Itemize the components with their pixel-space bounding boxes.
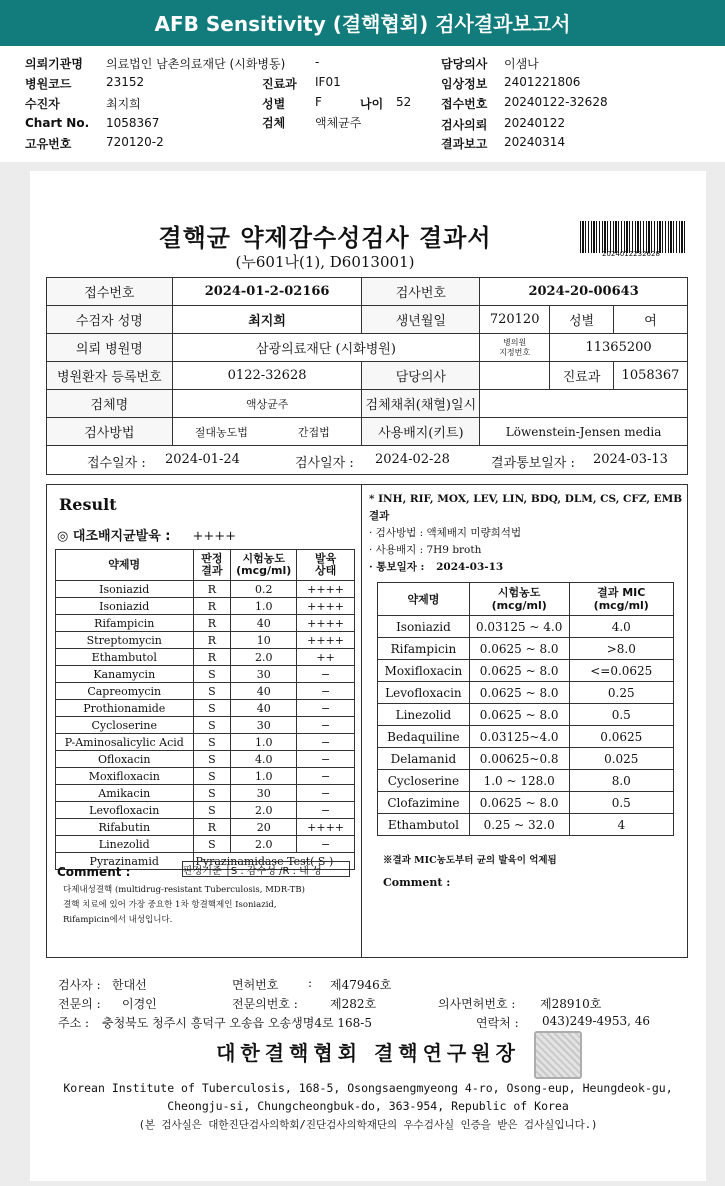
growth-status: − <box>297 683 355 700</box>
growth-status: − <box>297 666 355 683</box>
test-concentration: 0.2 <box>231 581 297 598</box>
institute-name: 대한결핵협회 결핵연구원장 <box>216 1041 520 1065</box>
comment-line: 결핵 치료에 있어 가장 중요한 1차 항결핵제인 Isoniazid, <box>63 900 277 910</box>
mic-drug-name: Linezolid <box>378 704 470 726</box>
patient-reg-label: 병원환자 등록번호 <box>47 362 173 390</box>
chart-label: Chart No. <box>25 116 90 130</box>
specimen-value-cell: 액상균주 <box>172 390 362 418</box>
chart-value: 1058367 <box>106 116 160 130</box>
mic-row <box>378 660 674 682</box>
result-code: S <box>193 666 231 683</box>
mic-drug-name: Delamanid <box>378 748 470 770</box>
receipt-no-label: 접수번호 <box>47 278 173 306</box>
mic-drug-name: Ethambutol <box>378 814 470 836</box>
mic-head-title: * INH, RIF, MOX, LEV, LIN, BDQ, DLM, CS, CFZ, EMB 결과 <box>369 493 683 522</box>
result-code: S <box>193 802 231 819</box>
clinical-value: 2401221806 <box>504 75 581 89</box>
media-label: 사용배지(키트) <box>362 418 480 446</box>
mic-result: <=0.0625 <box>569 660 673 682</box>
susceptibility-row <box>56 768 355 785</box>
header-table <box>46 277 688 475</box>
mic-result: 0.5 <box>569 792 673 814</box>
hospital-dash: - <box>315 55 320 69</box>
result-title: Result <box>59 495 117 514</box>
report-label: 결과보고 <box>441 137 488 151</box>
hospcode-label: 병원코드 <box>25 77 72 91</box>
mic-result: 0.25 <box>569 682 673 704</box>
request-label: 검사의뢰 <box>441 118 488 132</box>
address-en-2: Cheongju-si, Chungcheongbuk-do, 363-954, Republic of Korea <box>167 1099 569 1113</box>
patient-reg: 0122-32628 <box>172 362 362 390</box>
mic-notify <box>369 559 683 576</box>
mic-row <box>378 638 674 660</box>
specialist-no-label: 전문의번호 : <box>232 997 298 1011</box>
mic-row <box>378 616 674 638</box>
susceptibility-row <box>56 734 355 751</box>
patient-info-panel <box>0 46 725 162</box>
mic-drug-name: Levofloxacin <box>378 682 470 704</box>
control-value: ++++ <box>192 529 237 544</box>
growth-status: − <box>297 768 355 785</box>
growth-status: ++++ <box>297 598 355 615</box>
susceptibility-table <box>55 549 355 870</box>
growth-status: ++++ <box>297 819 355 836</box>
hospital-label-cell: 의뢰 병원명 <box>47 334 173 362</box>
tester: 한대선 <box>112 978 147 992</box>
age-label: 나이 <box>360 97 384 111</box>
recv-date-label: 접수일자 : <box>87 456 146 471</box>
test-concentration: 4.0 <box>231 751 297 768</box>
drug-name: Isoniazid <box>56 598 194 615</box>
test-concentration: 2.0 <box>231 802 297 819</box>
collect-label: 검체채취(채혈)일시 <box>362 390 480 418</box>
susceptibility-col-header: 발육 상태 <box>297 550 355 581</box>
susceptibility-col-header: 약제명 <box>56 550 194 581</box>
age-value: 52 <box>396 95 412 109</box>
test-no-label: 검사번호 <box>362 278 480 306</box>
mic-drug-name: Isoniazid <box>378 616 470 638</box>
result-code: R <box>193 632 231 649</box>
comment-line: Rifampicin에서 내성입니다. <box>63 915 173 925</box>
receipt-value: 20240122-32628 <box>504 95 608 109</box>
drug-name: Amikacin <box>56 785 194 802</box>
license-label: 면허번호 <box>232 978 279 992</box>
name-value: 최지희 <box>172 306 362 334</box>
name-label: 수검자 성명 <box>47 306 173 334</box>
susceptibility-row <box>56 836 355 853</box>
media-value: Löwenstein-Jensen media <box>480 418 688 446</box>
drug-name: Moxifloxacin <box>56 768 194 785</box>
mic-row <box>378 770 674 792</box>
mic-test-range: 0.0625 ~ 8.0 <box>469 682 569 704</box>
barcode-number: 2024012232628 <box>602 250 660 258</box>
mic-row <box>378 748 674 770</box>
report-value: 20240314 <box>504 135 566 149</box>
hospital-code: 11365200 <box>550 334 688 362</box>
mic-notify-label: · 통보일자 : <box>369 561 425 573</box>
mic-test-range: 0.25 ~ 32.0 <box>469 814 569 836</box>
receipt-label: 접수번호 <box>441 97 488 111</box>
growth-status: − <box>297 785 355 802</box>
hospcode-value: 23152 <box>106 75 145 89</box>
drug-name: Ethambutol <box>56 649 194 666</box>
drug-name: Kanamycin <box>56 666 194 683</box>
drug-name: Streptomycin <box>56 632 194 649</box>
susceptibility-row <box>56 802 355 819</box>
mic-drug-name: Cycloserine <box>378 770 470 792</box>
growth-status: ++++ <box>297 581 355 598</box>
doctor-license-label: 의사면허번호 : <box>438 997 516 1011</box>
growth-status: ++++ <box>297 615 355 632</box>
sex-value: F <box>315 95 322 109</box>
result-code: R <box>193 649 231 666</box>
result-code: R <box>193 581 231 598</box>
license: 제47946호 <box>330 978 392 992</box>
mic-drug-name: Clofazimine <box>378 792 470 814</box>
mic-row <box>378 704 674 726</box>
hospital-value-cell: 삼광의료재단 (시화병원) <box>172 334 479 362</box>
drug-name: Isoniazid <box>56 581 194 598</box>
mic-row <box>378 726 674 748</box>
mic-result: 0.025 <box>569 748 673 770</box>
result-code: R <box>193 598 231 615</box>
test-concentration: 10 <box>231 632 297 649</box>
sex-label-cell: 성별 <box>550 306 614 334</box>
result-comment <box>63 883 353 928</box>
request-value: 20240122 <box>504 116 566 130</box>
address-en-1: Korean Institute of Tuberculosis, 168-5, Osongsaengmyeong 4-ro, Osong-eup, Heungdeok-gu, <box>63 1081 673 1095</box>
patient-label: 수진자 <box>25 97 60 111</box>
mic-row <box>378 814 674 836</box>
mic-result: 4.0 <box>569 616 673 638</box>
method-absolute: 절대농도법 <box>194 425 248 439</box>
test-concentration: 40 <box>231 683 297 700</box>
test-concentration: 2.0 <box>231 836 297 853</box>
growth-status: ++++ <box>297 632 355 649</box>
test-concentration: 40 <box>231 615 297 632</box>
susceptibility-row <box>56 819 355 836</box>
test-concentration: 1.0 <box>231 768 297 785</box>
susceptibility-row <box>56 700 355 717</box>
drug-name: Rifabutin <box>56 819 194 836</box>
method-indirect: 간접법 <box>297 425 330 439</box>
contact-label: 연락처 : <box>476 1016 519 1030</box>
growth-status: − <box>297 734 355 751</box>
dept-label-cell: 진료과 <box>550 362 614 390</box>
mic-drug-name: Bedaquiline <box>378 726 470 748</box>
result-code: S <box>193 785 231 802</box>
dates-row <box>47 446 688 475</box>
susceptibility-col-header: 시험농도 (mcg/ml) <box>231 550 297 581</box>
result-code: S <box>193 768 231 785</box>
result-code: S <box>193 717 231 734</box>
mic-table <box>377 582 674 836</box>
mic-result: 4 <box>569 814 673 836</box>
contact: 043)249-4953, 46 <box>542 1014 650 1028</box>
doctor-license: 제28910호 <box>540 997 602 1011</box>
result-code: S <box>193 734 231 751</box>
hospital-code-label: 병의원 지정번호 <box>480 334 550 362</box>
control-label: ◎ 대조배지균발육 : <box>57 529 171 544</box>
specimen-value: 액체균주 <box>315 116 362 130</box>
result-code: S <box>193 751 231 768</box>
susceptibility-row <box>56 598 355 615</box>
doctor-label: 담당의사 <box>441 57 488 71</box>
mic-result: >8.0 <box>569 638 673 660</box>
test-concentration: 1.0 <box>231 598 297 615</box>
test-date-label: 검사일자 : <box>295 456 354 471</box>
collect-value <box>480 390 688 418</box>
growth-status: − <box>297 836 355 853</box>
mic-result: 8.0 <box>569 770 673 792</box>
notify-date-label: 결과통보일자 : <box>491 456 575 471</box>
susceptibility-row <box>56 649 355 666</box>
test-date: 2024-02-28 <box>375 452 450 467</box>
hospital-value: 의료법인 남촌의료재단 (시화병동) <box>106 57 286 71</box>
birth-value: 720120 <box>480 306 550 334</box>
mic-col-header: 약제명 <box>378 583 470 616</box>
birth-label: 생년월일 <box>362 306 480 334</box>
address: 충청북도 청주시 흥덕구 오송읍 오송생명4로 168-5 <box>102 1016 372 1030</box>
susceptibility-row <box>56 615 355 632</box>
drug-name: Levofloxacin <box>56 802 194 819</box>
test-concentration: 2.0 <box>231 649 297 666</box>
specimen-label-cell: 검체명 <box>47 390 173 418</box>
doctor-value: 이샘나 <box>504 57 539 71</box>
susceptibility-row <box>56 785 355 802</box>
drug-name: Prothionamide <box>56 700 194 717</box>
drug-name: Capreomycin <box>56 683 194 700</box>
comment-line: 다제내성결핵 (multidrug-resistant Tuberculosis, MDR-TB) <box>63 885 305 895</box>
test-concentration: 30 <box>231 666 297 683</box>
mic-drug-name: Moxifloxacin <box>378 660 470 682</box>
test-concentration: 1.0 <box>231 734 297 751</box>
hospital-label: 의뢰기관명 <box>25 57 83 71</box>
mic-result: 0.0625 <box>569 726 673 748</box>
cert-note: (본 검사실은 대한진단검사의학회/진단검사의학재단의 우수검사실 인증을 받은 검사실입니다.) <box>138 1119 598 1131</box>
specialist-label: 전문의 : <box>58 997 101 1011</box>
mic-result: 0.5 <box>569 704 673 726</box>
growth-status: − <box>297 751 355 768</box>
mic-row <box>378 792 674 814</box>
method-values <box>172 418 362 446</box>
clinical-label: 임상정보 <box>441 77 488 91</box>
susceptibility-row <box>56 666 355 683</box>
drug-name: Cycloserine <box>56 717 194 734</box>
uid-label: 고유번호 <box>25 137 72 151</box>
mic-row <box>378 682 674 704</box>
susceptibility-row <box>56 683 355 700</box>
drug-name: Ofloxacin <box>56 751 194 768</box>
license-sep: : <box>308 976 313 990</box>
mic-col-header: 시험농도 (mcg/ml) <box>469 583 569 616</box>
test-concentration: 20 <box>231 819 297 836</box>
growth-status: − <box>297 717 355 734</box>
susceptibility-row <box>56 581 355 598</box>
pza-drug: Pyrazinamid <box>56 853 194 870</box>
drug-name: Linezolid <box>56 836 194 853</box>
sex-value-cell: 여 <box>614 306 688 334</box>
dept-value: IF01 <box>315 75 341 89</box>
legend: 판정기준 │S : 감수성 /R : 내 성 <box>182 861 350 877</box>
dept-value-cell: 1058367 <box>614 362 688 390</box>
doctor-label-cell: 담당의사 <box>362 362 480 390</box>
mic-note: ※결과 MIC농도부터 균의 발육이 억제됨 <box>383 855 557 866</box>
mic-method-line: · 검사방법 : 액체배지 미량희석법 <box>369 527 522 539</box>
mic-test-range: 0.00625~0.8 <box>469 748 569 770</box>
drug-name: Rifampicin <box>56 615 194 632</box>
report-document <box>30 171 706 1181</box>
address-label: 주소 : <box>58 1016 90 1030</box>
sex-label: 성별 <box>262 97 286 111</box>
method-label: 검사방법 <box>47 418 173 446</box>
doctor-value-cell <box>480 362 550 390</box>
result-code: S <box>193 683 231 700</box>
control-growth <box>57 525 236 544</box>
result-code: R <box>193 819 231 836</box>
susceptibility-row <box>56 632 355 649</box>
document-subtitle: (누601나(1), D6013001) <box>235 253 415 271</box>
receipt-no: 2024-01-2-02166 <box>172 278 362 306</box>
susceptibility-col-header: 판정 결과 <box>193 550 231 581</box>
specialist-no: 제282호 <box>330 997 377 1011</box>
notify-date: 2024-03-13 <box>593 452 668 467</box>
mic-test-range: 0.0625 ~ 8.0 <box>469 660 569 682</box>
mic-notify-value: 2024-03-13 <box>436 561 504 573</box>
barcode <box>580 221 686 253</box>
recv-date: 2024-01-24 <box>165 452 240 467</box>
tester-label: 검사자 : <box>58 978 101 992</box>
result-code: S <box>193 836 231 853</box>
mic-test-range: 0.0625 ~ 8.0 <box>469 792 569 814</box>
test-concentration: 40 <box>231 700 297 717</box>
drug-name: P-Aminosalicylic Acid <box>56 734 194 751</box>
susceptibility-row <box>56 751 355 768</box>
mic-test-range: 1.0 ~ 128.0 <box>469 770 569 792</box>
result-code: R <box>193 615 231 632</box>
test-no: 2024-20-00643 <box>480 278 688 306</box>
document-title: 결핵균 약제감수성검사 결과서 <box>158 223 492 252</box>
growth-status: − <box>297 802 355 819</box>
mic-drug-name: Rifampicin <box>378 638 470 660</box>
dept-label: 진료과 <box>262 77 297 91</box>
mic-col-header: 결과 MIC (mcg/ml) <box>569 583 673 616</box>
mic-header <box>369 491 683 576</box>
growth-status: ++ <box>297 649 355 666</box>
pza-value: Pyrazinamidase Test( S ) <box>193 853 355 870</box>
uid-value: 720120-2 <box>106 135 164 149</box>
test-concentration: 30 <box>231 785 297 802</box>
report-title-bar: AFB Sensitivity (결핵협회) 검사결과보고서 <box>0 0 725 46</box>
growth-status: − <box>297 700 355 717</box>
specialist: 이경인 <box>122 997 157 1011</box>
mic-test-range: 0.03125~4.0 <box>469 726 569 748</box>
test-concentration: 30 <box>231 717 297 734</box>
susceptibility-row <box>56 717 355 734</box>
result-divider <box>361 485 362 957</box>
mic-test-range: 0.0625 ~ 8.0 <box>469 638 569 660</box>
result-code: S <box>193 700 231 717</box>
result-comment-label: Comment : <box>57 865 131 879</box>
mic-media-line: · 사용배지 : 7H9 broth <box>369 544 482 556</box>
mic-test-range: 0.0625 ~ 8.0 <box>469 704 569 726</box>
result-box <box>46 484 688 958</box>
official-seal <box>534 1031 582 1079</box>
mic-comment-label: Comment : <box>383 876 451 889</box>
specimen-label: 검체 <box>262 116 286 130</box>
mic-test-range: 0.03125 ~ 4.0 <box>469 616 569 638</box>
patient-value: 최지희 <box>106 97 141 111</box>
